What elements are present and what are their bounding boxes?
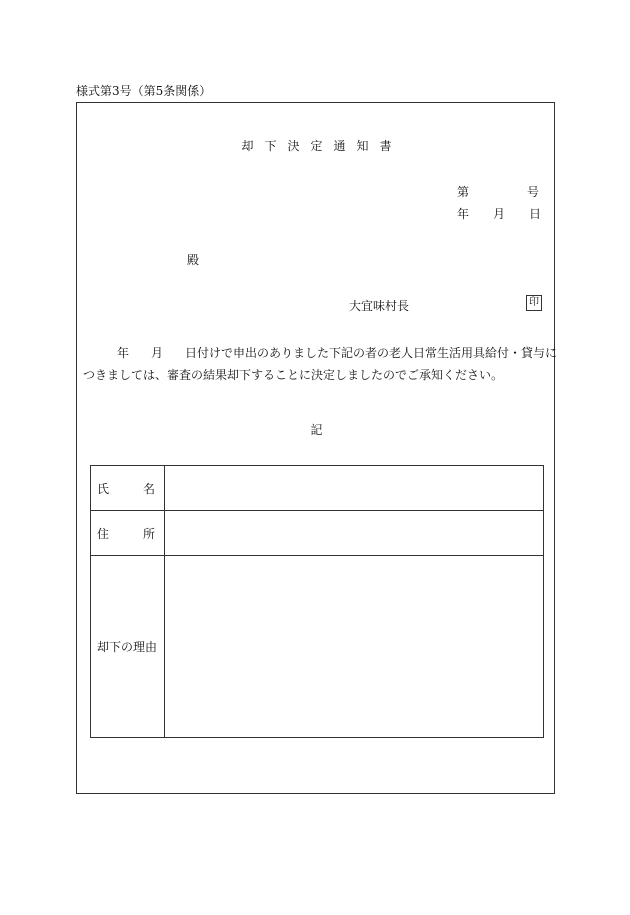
table-row-address bbox=[91, 511, 544, 556]
reason-value-cell[interactable] bbox=[164, 556, 543, 738]
name-value-cell[interactable] bbox=[164, 466, 543, 511]
notice-body bbox=[83, 342, 558, 386]
table-row-reason bbox=[91, 556, 544, 738]
date-day-label: 日 bbox=[529, 207, 542, 221]
form-number-label: 様式第3号（第5条関係） bbox=[76, 84, 212, 98]
date-year-label: 年 bbox=[457, 207, 470, 221]
addressee-honorific: 殿 bbox=[187, 253, 200, 267]
address-label-part-2: 所 bbox=[142, 526, 155, 541]
address-label-cell bbox=[91, 511, 165, 556]
ki-heading: 記 bbox=[310, 423, 323, 437]
name-label-part-1: 氏 bbox=[97, 481, 110, 496]
reason-label-cell: 却下の理由 bbox=[91, 556, 165, 738]
issuer-name: 大宜味村長 bbox=[349, 299, 410, 313]
name-label-cell bbox=[91, 466, 165, 511]
number-prefix: 第 bbox=[457, 185, 470, 199]
document-title: 却下決定通知書 bbox=[241, 139, 403, 153]
address-label-part-1: 住 bbox=[97, 526, 110, 541]
body-year-label: 年 bbox=[117, 346, 130, 360]
date-month-label: 月 bbox=[493, 207, 506, 221]
notice-body-line-2: つきましては、審査の結果却下することに決定しましたのでご承知ください。 bbox=[83, 368, 504, 382]
body-month-label: 月 bbox=[151, 346, 164, 360]
applicant-details-table bbox=[90, 465, 544, 738]
address-value-cell[interactable] bbox=[164, 511, 543, 556]
name-label-part-2: 名 bbox=[142, 481, 155, 496]
document-number-block bbox=[457, 183, 542, 227]
number-suffix: 号 bbox=[527, 185, 540, 199]
seal-mark: 印 bbox=[526, 295, 542, 311]
notice-frame bbox=[76, 102, 558, 794]
body-line-1-text: 日付けで申出のありました下記の者の老人日常生活用具給付・貸与に bbox=[185, 346, 558, 360]
table-row-name bbox=[91, 466, 544, 511]
notice-body-line-1 bbox=[83, 342, 558, 364]
